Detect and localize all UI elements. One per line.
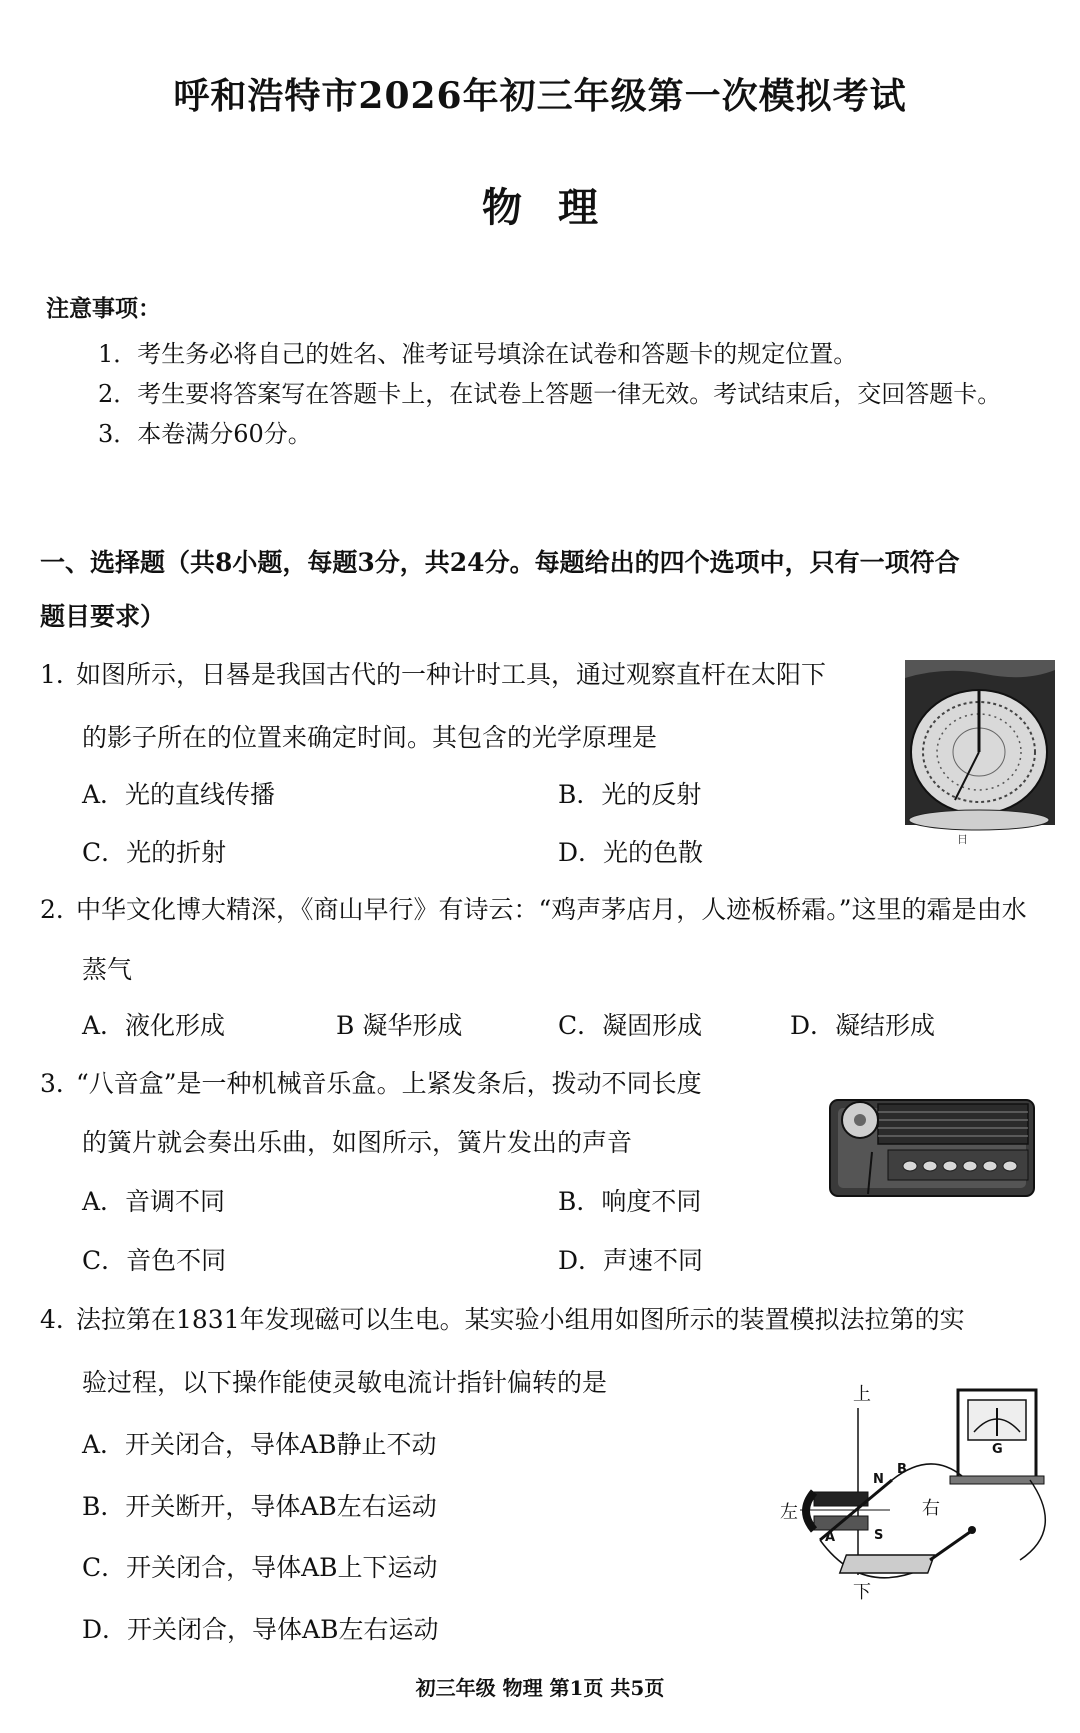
faraday-apparatus <box>780 1380 1060 1605</box>
option-d: D．光的色散 <box>558 838 704 867</box>
option-b: B．光的反射 <box>558 780 702 809</box>
label-n-pole: N <box>873 1472 884 1487</box>
option-c: C．音色不同 <box>82 1246 227 1275</box>
svg-text:日: 日 <box>957 833 968 845</box>
sundial-figure <box>905 660 1055 845</box>
question-number: 1． <box>40 660 81 689</box>
option-a: A．液化形成 <box>82 1011 226 1040</box>
section-heading: 一、选择题（共8小题，每题3分，共24分。每题给出的四个选项中，只有一项符合 <box>40 548 960 577</box>
question-number: 2． <box>40 895 81 924</box>
question-text: 中华文化博大精深，《商山早行》有诗云：“鸡声茅店月，人迹板桥霜。”这里的霜是由水 <box>76 895 1027 924</box>
section-heading-cont: 题目要求） <box>40 602 166 631</box>
label-b-end: B <box>897 1462 907 1477</box>
question-1 <box>40 655 826 691</box>
question-text-cont: 的簧片就会奏出乐曲，如图所示，簧片发出的声音 <box>82 1128 633 1157</box>
notice-item: 1．考生务必将自己的姓名、准考证号填涂在试卷和答题卡的规定位置。 <box>98 340 858 368</box>
label-galvanometer: G <box>992 1442 1003 1457</box>
option-d: D．声速不同 <box>558 1246 704 1275</box>
label-a-end: A <box>825 1530 836 1545</box>
option-a: A．光的直线传播 <box>82 780 276 809</box>
option-a: A．音调不同 <box>82 1187 226 1216</box>
option-c: C．光的折射 <box>82 838 227 867</box>
page-footer: 初三年级 物理 第1页 共5页 <box>415 1676 665 1700</box>
question-text-cont: 的影子所在的位置来确定时间。其包含的光学原理是 <box>82 723 658 752</box>
label-up: 上 <box>853 1384 871 1405</box>
question-number: 4． <box>40 1305 81 1334</box>
option-a: A．开关闭合，导体AB静止不动 <box>82 1430 437 1459</box>
notices-heading: 注意事项： <box>46 295 161 322</box>
option-b: B．响度不同 <box>558 1187 702 1216</box>
question-2 <box>40 890 1027 926</box>
label-down: 下 <box>853 1582 871 1603</box>
question-text: “八音盒”是一种机械音乐盒。上紧发条后，拨动不同长度 <box>76 1069 702 1098</box>
notice-item: 3．本卷满分60分。 <box>98 420 312 448</box>
question-text-cont: 验过程，以下操作能使灵敏电流计指针偏转的是 <box>82 1368 608 1397</box>
option-b: B．开关断开，导体AB左右运动 <box>82 1492 437 1521</box>
question-text: 如图所示，日晷是我国古代的一种计时工具，通过观察直杆在太阳下 <box>76 660 827 689</box>
exam-title: 呼和浩特市2026年初三年级第一次模拟考试 <box>173 75 907 117</box>
option-d: D．凝结形成 <box>790 1011 936 1040</box>
faraday-figure <box>780 1380 1060 1605</box>
question-text-cont: 蒸气 <box>82 955 133 984</box>
question-number: 3． <box>40 1069 81 1098</box>
music-box-figure <box>828 1082 1038 1202</box>
notice-item: 2．考生要将答案写在答题卡上，在试卷上答题一律无效。考试结束后，交回答题卡。 <box>98 380 1002 408</box>
label-s-pole: S <box>874 1528 884 1543</box>
label-left: 左 <box>780 1502 798 1523</box>
option-c: C．凝固形成 <box>558 1011 703 1040</box>
option-d: D．开关闭合，导体AB左右运动 <box>82 1615 439 1644</box>
option-b: B 凝华形成 <box>336 1011 463 1040</box>
option-c: C．开关闭合，导体AB上下运动 <box>82 1553 438 1582</box>
question-3 <box>40 1064 702 1100</box>
subject-title: 物理 <box>482 184 634 231</box>
question-4 <box>40 1300 965 1336</box>
question-text: 法拉第在1831年发现磁可以生电。某实验小组用如图所示的装置模拟法拉第的实 <box>76 1305 965 1334</box>
label-right: 右 <box>922 1498 940 1519</box>
